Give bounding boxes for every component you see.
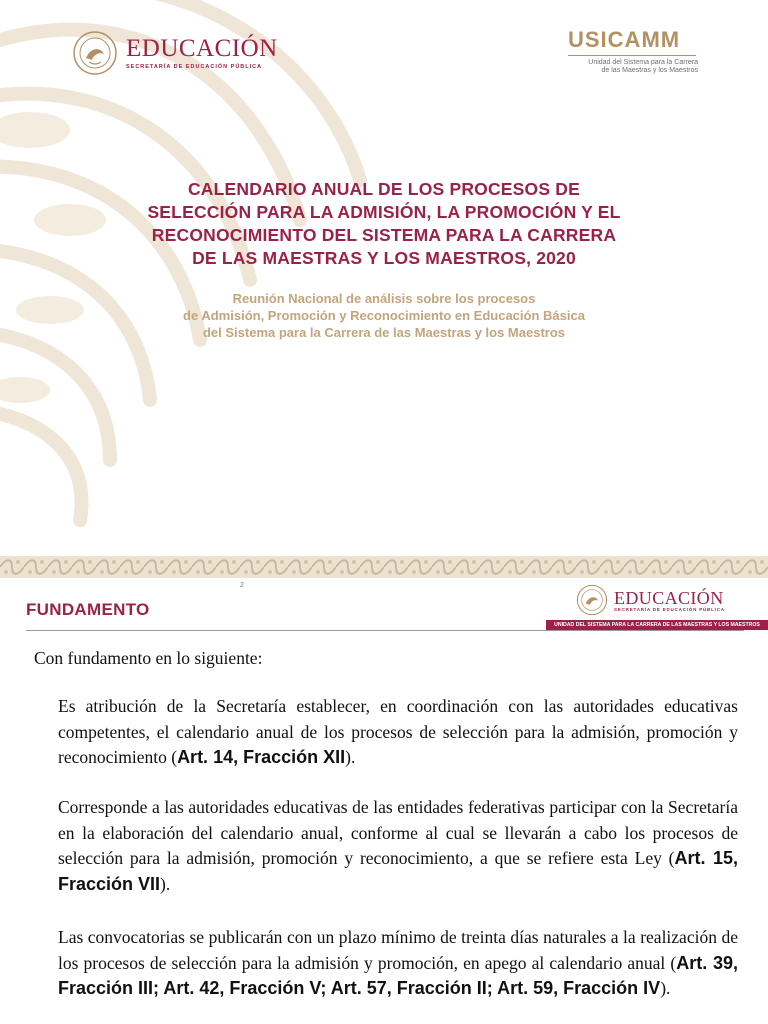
usicamm-wordmark: USICAMM [568,27,681,52]
item-end: ). [660,978,671,998]
educacion-wordmark: EDUCACIÓN [126,35,278,62]
usicamm-rule [568,55,696,56]
cover-subtitle-line: del Sistema para la Carrera de las Maestras y los Maestros [202,325,566,340]
page-number: 2 [240,582,244,589]
educacion-logo-small [576,584,725,616]
section-heading: FUNDAMENTO [26,600,150,619]
fundamento-slide [0,578,768,1024]
item-text: Corresponde a las autoridades educativas de las entidades federativas participar con la Secretaría en la elaboración del calendario anual, conforme al cual se llevarán a cabo los procesos de selección para la admisión, promoción y reconocimiento, a que se refiere esta Ley ( [58,797,738,868]
ornament-pattern-icon [0,556,768,578]
article-reference: Art. 14, Fracción XII [177,747,346,767]
sep-subtitle: SECRETARÍA DE EDUCACIÓN PÚBLICA [126,64,263,70]
usicamm-banner: UNIDAD DEL SISTEMA PARA LA CARRERA DE LAS MAESTRAS Y LOS MAESTROS [546,620,768,630]
national-seal-icon [576,584,608,616]
ornamental-divider [0,556,768,578]
cover-title-line: CALENDARIO ANUAL DE LOS PROCESOS DE [187,179,581,199]
usicamm-subtitle-line2: de las Maestras y los Maestros [601,67,698,74]
educacion-logo [72,30,278,76]
item-end: ). [345,747,356,767]
cover-subtitle-line: de Admisión, Promoción y Reconocimiento en Educación Básica [183,308,585,323]
cover-title [84,178,684,270]
national-seal-icon [72,30,118,76]
cover-title-line: RECONOCIMIENTO DEL SISTEMA PARA LA CARRERA [151,225,617,245]
item-text: Las convocatorias se publicarán con un plazo mínimo de treinta días naturales a la realización de los procesos de selección para la admisión y promoción, en apego al calendario anual ( [58,927,738,973]
cover-title-line: SELECCIÓN PARA LA ADMISIÓN, LA PROMOCIÓN Y EL [147,202,621,222]
heading-rule [26,630,744,631]
item-end: ). [160,873,171,894]
usicamm-logo [568,28,708,75]
usicamm-subtitle [568,59,698,75]
sep-subtitle: SECRETARÍA DE EDUCACIÓN PÚBLICA [614,606,725,612]
cover-subtitle-line: Reunión Nacional de análisis sobre los procesos [232,291,536,306]
cover-title-line: DE LAS MAESTRAS Y LOS MAESTROS, 2020 [192,248,576,268]
educacion-wordmark: EDUCACIÓN [614,587,724,608]
list-item [34,795,738,897]
article-reference: Art. 39, Fracción III; Art. 42, Fracción V; Art. 57, Fracción II; Art. 59, Fracción IV [58,952,738,998]
eagle-watermark-icon [0,0,400,556]
list-item [34,694,738,771]
item-text: Es atribución de la Secretaría establecer, en coordinación con las autoridades educativas competentes, el calendario anual de los procesos de selección para la admisión, promoción y reconocimiento ( [58,696,738,767]
list-item [34,925,738,1002]
article-reference: Art. 15, Fracción VII [58,848,738,894]
usicamm-subtitle-line1: Unidad del Sistema para la Carrera [588,59,698,66]
intro-text: Con fundamento en lo siguiente: [34,648,263,668]
cover-subtitle [104,290,664,341]
